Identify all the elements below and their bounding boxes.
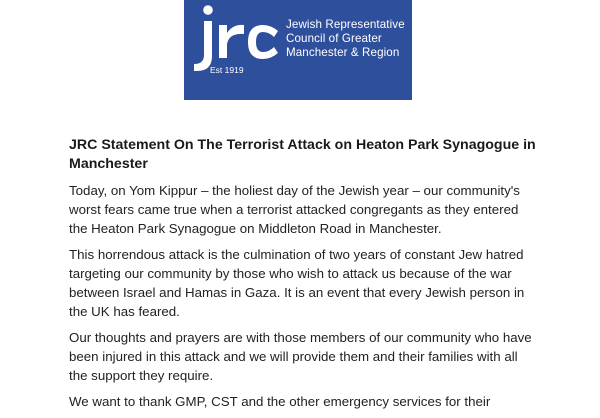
logo-established: Est 1919 (210, 65, 244, 75)
logo-dot-j (203, 5, 213, 15)
statement-title: JRC Statement On The Terrorist Attack on Heaton Park Synagogue in Manchester (69, 137, 536, 172)
statement-paragraph-4: We want to thank GMP, CST and the other emergency services for their (69, 394, 491, 409)
statement-paragraph-1: Today, on Yom Kippur – the holiest day of the Jewish year – our community's worst fears came true when a terrorist attacked congregants as they entered the Heaton Park Synagogue on Middleton Road in Manchester. (69, 183, 520, 236)
statement-paragraph-3: Our thoughts and prayers are with those members of our community who have been injured in this attack and we will provide them and their families with all the support they require. (69, 330, 532, 383)
logo-organisation-name: Jewish Representative Council of Greater Manchester & Region (286, 18, 405, 59)
statement-document (69, 136, 539, 418)
jrc-logo (184, 0, 412, 100)
statement-paragraph-2: This horrendous attack is the culmination of two years of constant Jew hatred targeting our community by those who wish to attack us because of the war between Israel and Hamas in Gaza. It is an event that every Jewish person in the UK has feared. (69, 247, 525, 319)
logo-letter-j (194, 21, 212, 71)
logo-letter-c (248, 25, 278, 59)
logo-letter-r (219, 25, 244, 58)
